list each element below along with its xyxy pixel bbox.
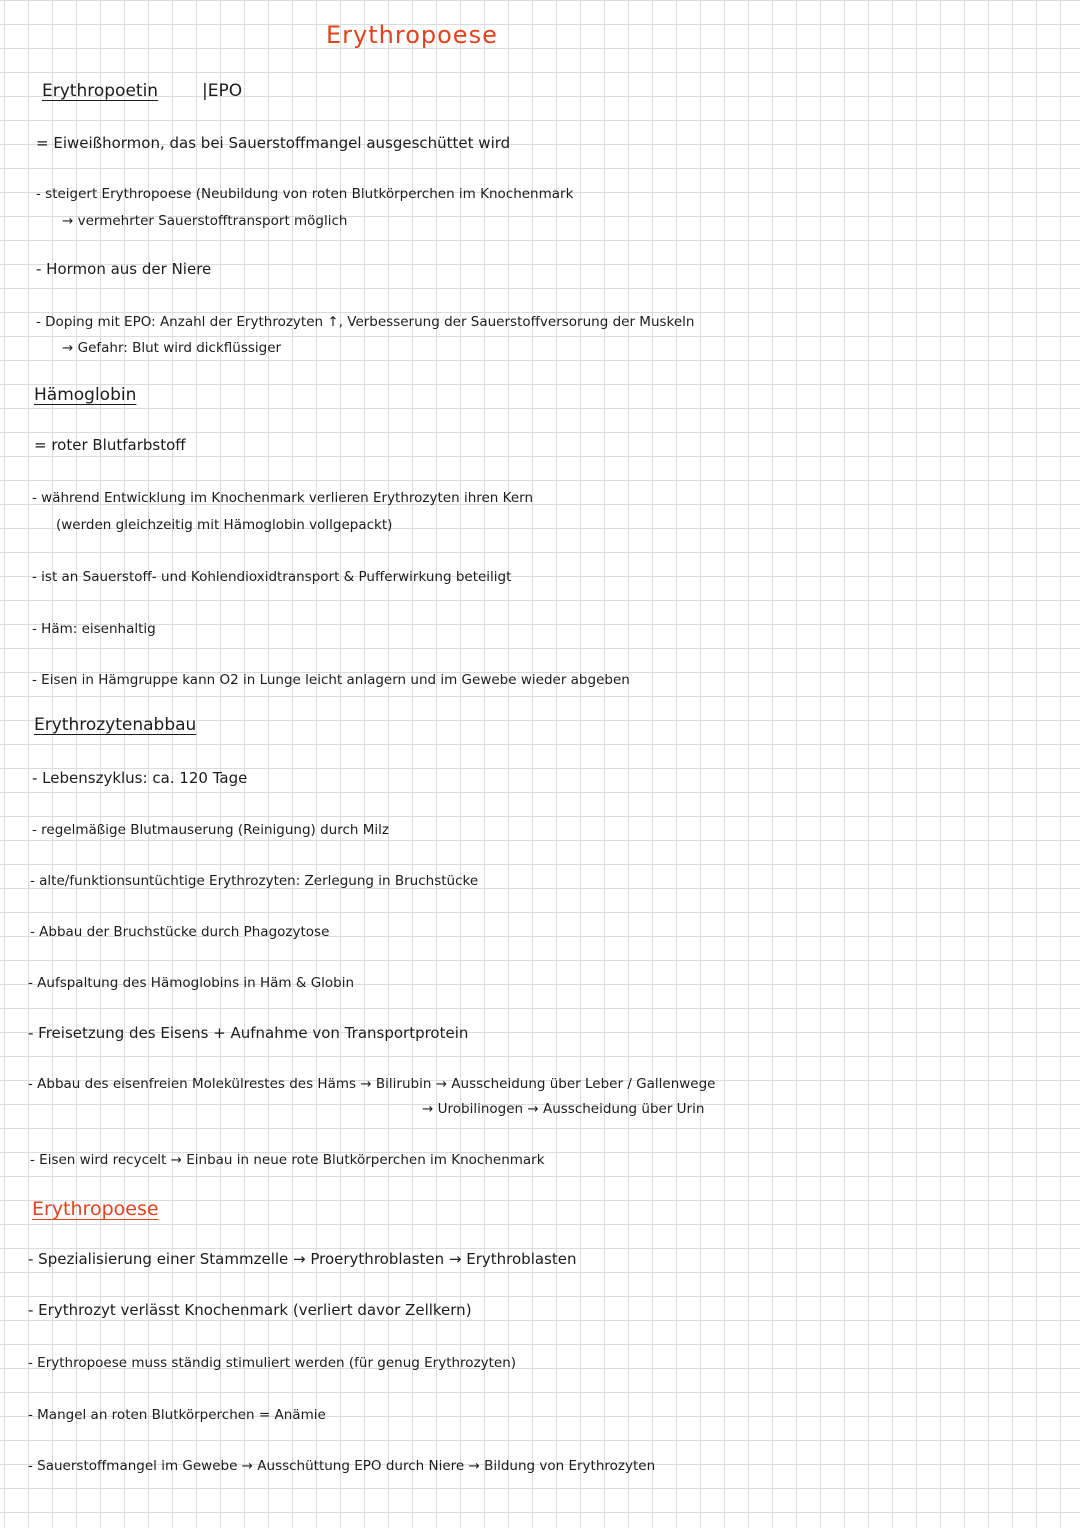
haemoglobin-bullet: - Häm: eisenhaltig — [32, 621, 156, 637]
page-title: Erythropoese — [326, 21, 498, 49]
abbau-bullet: - Lebenszyklus: ca. 120 Tage — [32, 769, 248, 787]
epo-bullet: - Doping mit EPO: Anzahl der Erythrozyten ↑, Verbesserung der Sauerstoffversorung der Muskeln — [36, 314, 695, 330]
erythropoese-bullet: - Erythropoese muss ständig stimuliert werden (für genug Erythrozyten) — [28, 1355, 517, 1371]
epo-bullet: - steigert Erythropoese (Neubildung von roten Blutkörperchen im Knochenmark — [36, 186, 574, 202]
epo-bullet: - Hormon aus der Niere — [36, 260, 212, 278]
epo-definition: = Eiweißhormon, das bei Sauerstoffmangel ausgeschüttet wird — [36, 134, 511, 152]
epo-bullet: → Gefahr: Blut wird dickflüssiger — [62, 340, 282, 356]
erythropoese-bullet: - Mangel an roten Blutkörperchen = Anämie — [28, 1407, 326, 1423]
abbau-bullet: - Freisetzung des Eisens + Aufnahme von Transportprotein — [28, 1024, 469, 1042]
heading-epo-abbrev: |EPO — [202, 81, 243, 101]
haemoglobin-bullet: - ist an Sauerstoff- und Kohlendioxidtransport & Pufferwirkung beteiligt — [32, 569, 512, 585]
epo-bullet: → vermehrter Sauerstofftransport möglich — [62, 213, 348, 229]
heading-haemoglobin: Hämoglobin — [34, 385, 137, 405]
abbau-bullet: - Eisen wird recycelt → Einbau in neue rote Blutkörperchen im Knochenmark — [30, 1152, 545, 1168]
abbau-bullet: - regelmäßige Blutmauserung (Reinigung) durch Milz — [32, 822, 389, 838]
abbau-bullet: - Abbau des eisenfreien Molekülrestes des Häms → Bilirubin → Ausscheidung über Leber / Gallenwege — [28, 1076, 716, 1092]
haemoglobin-bullet: (werden gleichzeitig mit Hämoglobin vollgepackt) — [56, 517, 393, 533]
erythropoese-bullet: - Spezialisierung einer Stammzelle → Proerythroblasten → Erythroblasten — [28, 1250, 577, 1268]
heading-erythrozytenabbau: Erythrozytenabbau — [34, 715, 197, 735]
erythropoese-bullet: - Erythrozyt verlässt Knochenmark (verliert davor Zellkern) — [28, 1301, 472, 1319]
haemoglobin-bullet: - während Entwicklung im Knochenmark verlieren Erythrozyten ihren Kern — [32, 490, 534, 506]
heading-erythropoetin: Erythropoetin — [42, 81, 159, 101]
erythropoese-bullet: - Sauerstoffmangel im Gewebe → Ausschüttung EPO durch Niere → Bildung von Erythrozyten — [28, 1458, 656, 1474]
abbau-bullet: - Abbau der Bruchstücke durch Phagozytose — [30, 924, 330, 940]
abbau-bullet: - Aufspaltung des Hämoglobins in Häm & Globin — [28, 975, 355, 991]
heading-erythropoese: Erythropoese — [32, 1198, 159, 1220]
haemoglobin-bullet: - Eisen in Hämgruppe kann O2 in Lunge leicht anlagern und im Gewebe wieder abgeben — [32, 672, 630, 688]
haemoglobin-definition: = roter Blutfarbstoff — [34, 436, 186, 454]
abbau-bullet: → Urobilinogen → Ausscheidung über Urin — [422, 1101, 705, 1117]
abbau-bullet: - alte/funktionsuntüchtige Erythrozyten: Zerlegung in Bruchstücke — [30, 873, 479, 889]
